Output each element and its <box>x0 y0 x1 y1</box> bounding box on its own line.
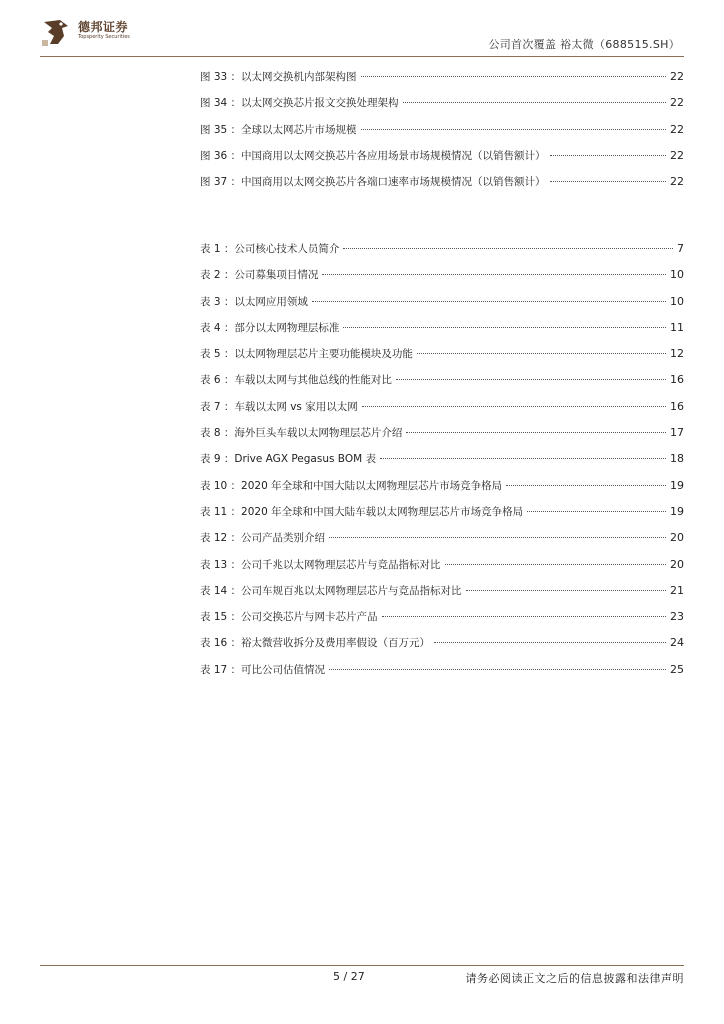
header-divider <box>40 56 684 57</box>
toc-dot-leader <box>434 641 666 643</box>
toc-entry-label: 图 34 ：以太网交换芯片报文交换处理架构 <box>200 97 399 110</box>
toc-dot-leader <box>550 154 666 156</box>
toc-dot-leader <box>329 536 666 538</box>
toc-entry[interactable] <box>200 630 684 656</box>
toc-entry[interactable] <box>200 236 684 262</box>
toc-entry[interactable] <box>200 117 684 143</box>
toc-entry-page: 16 <box>670 399 684 413</box>
toc-entry[interactable] <box>200 289 684 315</box>
toc-entry-page: 18 <box>670 452 684 466</box>
toc-dot-leader <box>417 352 666 354</box>
page-number: 5 / 27 <box>333 970 365 983</box>
toc-dot-leader <box>382 615 666 617</box>
toc-entry[interactable] <box>200 341 684 367</box>
toc-entry[interactable] <box>200 169 684 195</box>
toc-entry-label: 表 4 ：部分以太网物理层标准 <box>200 321 340 334</box>
toc-dot-leader <box>322 273 666 275</box>
toc-entry-label: 表 13 ：公司千兆以太网物理层芯片与竞品指标对比 <box>200 558 441 571</box>
toc-entry[interactable] <box>200 420 684 446</box>
toc-entry-label: 表 12 ：公司产品类别介绍 <box>200 532 326 545</box>
toc-entry[interactable] <box>200 143 684 169</box>
toc-dot-leader <box>550 180 666 182</box>
toc-entry-page: 16 <box>670 373 684 387</box>
toc-dot-leader <box>343 247 673 249</box>
toc-entry-label: 表 7 ：车载以太网 vs 家用以太网 <box>200 400 358 413</box>
toc-entry-label: 表 6 ：车载以太网与其他总线的性能对比 <box>200 374 392 387</box>
toc-entry[interactable] <box>200 473 684 499</box>
toc-entry[interactable] <box>200 604 684 630</box>
toc-entry-page: 11 <box>670 320 684 334</box>
toc-entry-label: 图 35 ：全球以太网芯片市场规模 <box>200 123 357 136</box>
logo-text-cn: 德邦证券 <box>78 20 129 34</box>
toc-entry-page: 17 <box>670 426 684 440</box>
toc-entry-label: 图 37 ：中国商用以太网交换芯片各端口速率市场规模情况（以销售额计） <box>200 176 546 189</box>
toc-entry[interactable] <box>200 315 684 341</box>
toc-entry-label: 图 36 ：中国商用以太网交换芯片各应用场景市场规模情况（以销售额计） <box>200 149 546 162</box>
disclaimer-text: 请务必阅读正文之后的信息披露和法律声明 <box>465 972 684 985</box>
toc-entry-page: 10 <box>670 268 684 282</box>
toc-entry-label: 图 33 ：以太网交换机内部架构图 <box>200 71 357 83</box>
toc-entry-label: 表 1 ：公司核心技术人员简介 <box>200 243 340 255</box>
toc-entry[interactable] <box>200 499 684 525</box>
toc-entry[interactable] <box>200 90 684 116</box>
toc-dot-leader <box>312 300 666 302</box>
toc-entry-label: 表 16 ：裕太微营收拆分及费用率假设（百万元） <box>200 637 431 650</box>
toc-entry-label: 表 8 ：海外巨头车载以太网物理层芯片介绍 <box>200 427 403 440</box>
toc-entry[interactable] <box>200 446 684 472</box>
toc-entry-page: 22 <box>670 70 684 83</box>
toc-entry-page: 19 <box>670 504 684 518</box>
toc-entry[interactable] <box>200 394 684 420</box>
toc-entry-page: 20 <box>670 557 684 571</box>
toc-dot-leader <box>396 378 666 380</box>
toc-entry-page: 21 <box>670 583 684 597</box>
toc-entry-page: 12 <box>670 347 684 361</box>
company-logo <box>40 14 160 50</box>
toc-entry-page: 20 <box>670 531 684 545</box>
toc-dot-leader <box>406 431 666 433</box>
toc-entry-label: 表 15 ：公司交换芯片与网卡芯片产品 <box>200 611 378 624</box>
toc-dot-leader <box>527 510 666 512</box>
toc-dot-leader <box>403 101 666 103</box>
toc-dot-leader <box>343 326 666 328</box>
toc-entry-page: 19 <box>670 478 684 492</box>
toc-entry[interactable] <box>200 552 684 578</box>
toc-dot-leader <box>361 75 666 77</box>
toc-entry-label: 表 10 ：2020 年全球和中国大陆以太网物理层芯片市场竞争格局 <box>200 479 503 492</box>
toc-entry-page: 25 <box>670 662 684 676</box>
toc-entry[interactable] <box>200 367 684 393</box>
toc-dot-leader <box>466 589 666 591</box>
toc-dot-leader <box>506 484 666 486</box>
toc-entry[interactable] <box>200 578 684 604</box>
toc-dot-leader <box>445 563 666 565</box>
toc-tables-list <box>200 236 684 683</box>
toc-entry[interactable] <box>200 525 684 551</box>
toc-entry-page: 22 <box>670 96 684 110</box>
footer-divider <box>40 965 684 966</box>
toc-entry-label: 表 2 ：公司募集项目情况 <box>200 269 319 282</box>
logo-text-en: Topsperity Securities <box>78 34 130 40</box>
toc-dot-leader <box>380 457 666 459</box>
toc-entry-label: 表 11 ：2020 年全球和中国大陆车载以太网物理层芯片市场竞争格局 <box>200 505 524 518</box>
toc-entry-label: 表 5 ：以太网物理层芯片主要功能模块及功能 <box>200 348 413 361</box>
toc-entry[interactable] <box>200 657 684 683</box>
toc-entry-label: 表 14 ：公司车规百兆以太网物理层芯片与竞品指标对比 <box>200 584 462 597</box>
page-header <box>40 14 684 58</box>
toc-entry-page: 23 <box>670 610 684 624</box>
toc-figures-list <box>200 64 684 195</box>
toc-entry-page: 22 <box>670 175 684 189</box>
toc-entry-page: 10 <box>670 294 684 308</box>
toc-entry-page: 22 <box>670 122 684 136</box>
report-title: 公司首次覆盖 裕太微（688515.SH） <box>488 38 680 51</box>
toc-entry-page: 7 <box>677 242 684 255</box>
toc-entry-page: 22 <box>670 148 684 162</box>
toc-entry-label: 表 3 ：以太网应用领域 <box>200 295 308 308</box>
toc-dot-leader <box>362 405 666 407</box>
toc-dot-leader <box>329 668 666 670</box>
toc-entry-page: 24 <box>670 636 684 650</box>
toc-dot-leader <box>361 128 666 130</box>
toc-entry[interactable] <box>200 262 684 288</box>
toc-entry-label: 表 9 ：Drive AGX Pegasus BOM 表 <box>200 453 376 466</box>
logo-mark-icon <box>40 16 72 48</box>
toc-entry-label: 表 17 ：可比公司估值情况 <box>200 663 326 676</box>
toc-entry[interactable] <box>200 64 684 90</box>
